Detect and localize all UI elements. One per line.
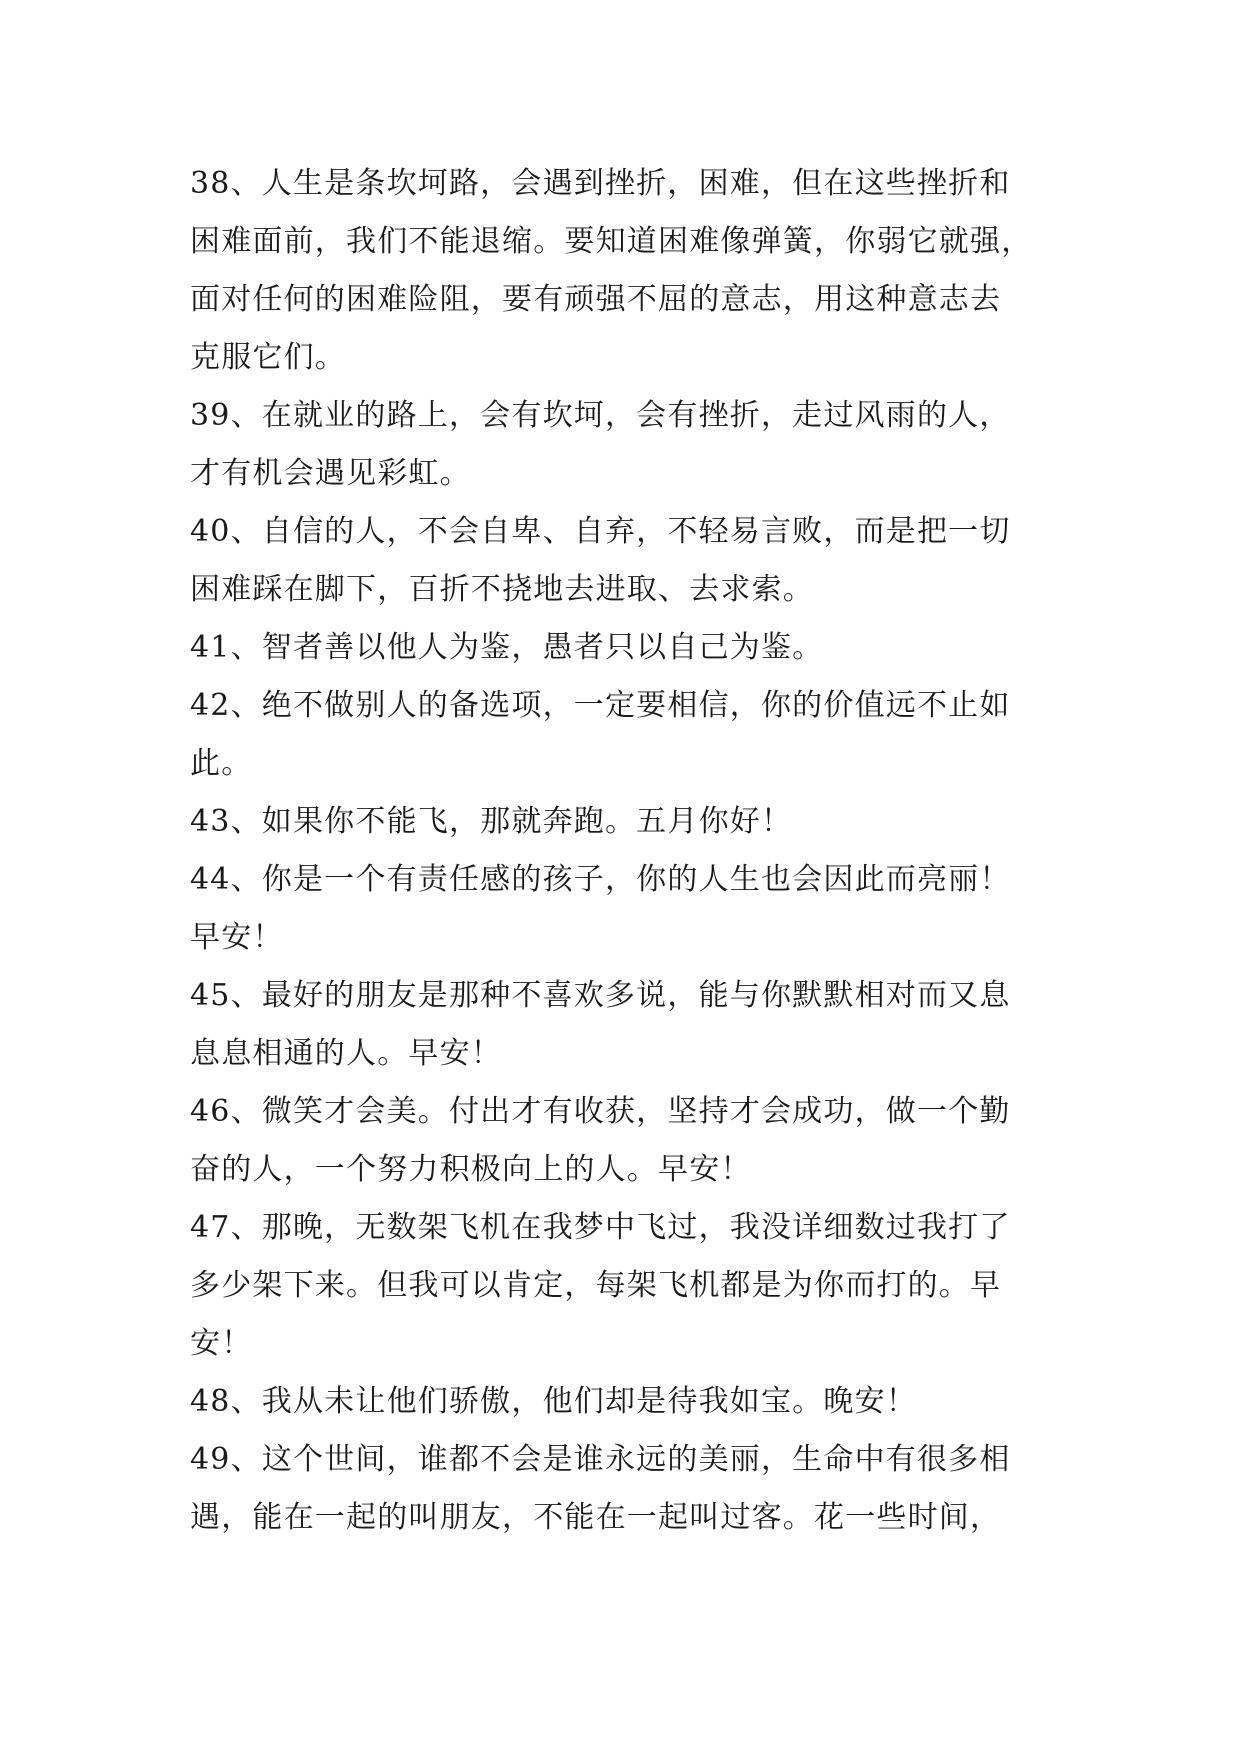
text-line: 面对任何的困难险阻，要有顽强不屈的意志，用这种意志去 — [190, 282, 1002, 317]
text-line: 44、你是一个有责任感的孩子，你的人生也会因此而亮丽！ — [190, 862, 1011, 897]
text-line: 多少架下来。但我可以肯定，每架飞机都是为你而打的。早 — [190, 1268, 1002, 1303]
text-line: 克服它们。 — [190, 340, 346, 375]
text-line: 奋的人，一个努力积极向上的人。早安！ — [190, 1152, 752, 1187]
text-line: 45、最好的朋友是那种不喜欢多说，能与你默默相对而又息 — [190, 978, 1011, 1013]
text-line: 48、我从未让他们骄傲，他们却是待我如宝。晚安！ — [190, 1384, 917, 1419]
text-line: 此。 — [190, 746, 253, 781]
text-line: 49、这个世间，谁都不会是谁永远的美丽，生命中有很多相 — [190, 1442, 1011, 1477]
text-line: 42、绝不做别人的备选项，一定要相信，你的价值远不止如 — [190, 688, 1011, 723]
text-line: 40、自信的人，不会自卑、自弃，不轻易言败，而是把一切 — [190, 514, 1011, 549]
text-line: 困难踩在脚下，百折不挠地去进取、去求索。 — [190, 572, 814, 607]
text-line: 早安！ — [190, 920, 284, 955]
document-body — [190, 155, 1070, 1547]
text-line: 41、智者善以他人为鉴，愚者只以自己为鉴。 — [190, 630, 824, 665]
text-line: 遇，能在一起的叫朋友，不能在一起叫过客。花一些时间， — [190, 1500, 1002, 1535]
text-line: 才有机会遇见彩虹。 — [190, 456, 471, 491]
text-line: 困难面前，我们不能退缩。要知道困难像弹簧，你弱它就强， — [190, 224, 1033, 259]
text-line: 47、那晚，无数架飞机在我梦中飞过，我没详细数过我打了 — [190, 1210, 1011, 1245]
text-line: 息息相通的人。早安！ — [190, 1036, 502, 1071]
text-line: 39、在就业的路上，会有坎坷，会有挫折，走过风雨的人， — [190, 398, 1011, 433]
text-line: 46、微笑才会美。付出才有收获，坚持才会成功，做一个勤 — [190, 1094, 1011, 1129]
text-line: 38、人生是条坎坷路，会遇到挫折，困难，但在这些挫折和 — [190, 166, 1011, 201]
text-line: 安！ — [190, 1326, 253, 1361]
text-line: 43、如果你不能飞，那就奔跑。五月你好！ — [190, 804, 793, 839]
